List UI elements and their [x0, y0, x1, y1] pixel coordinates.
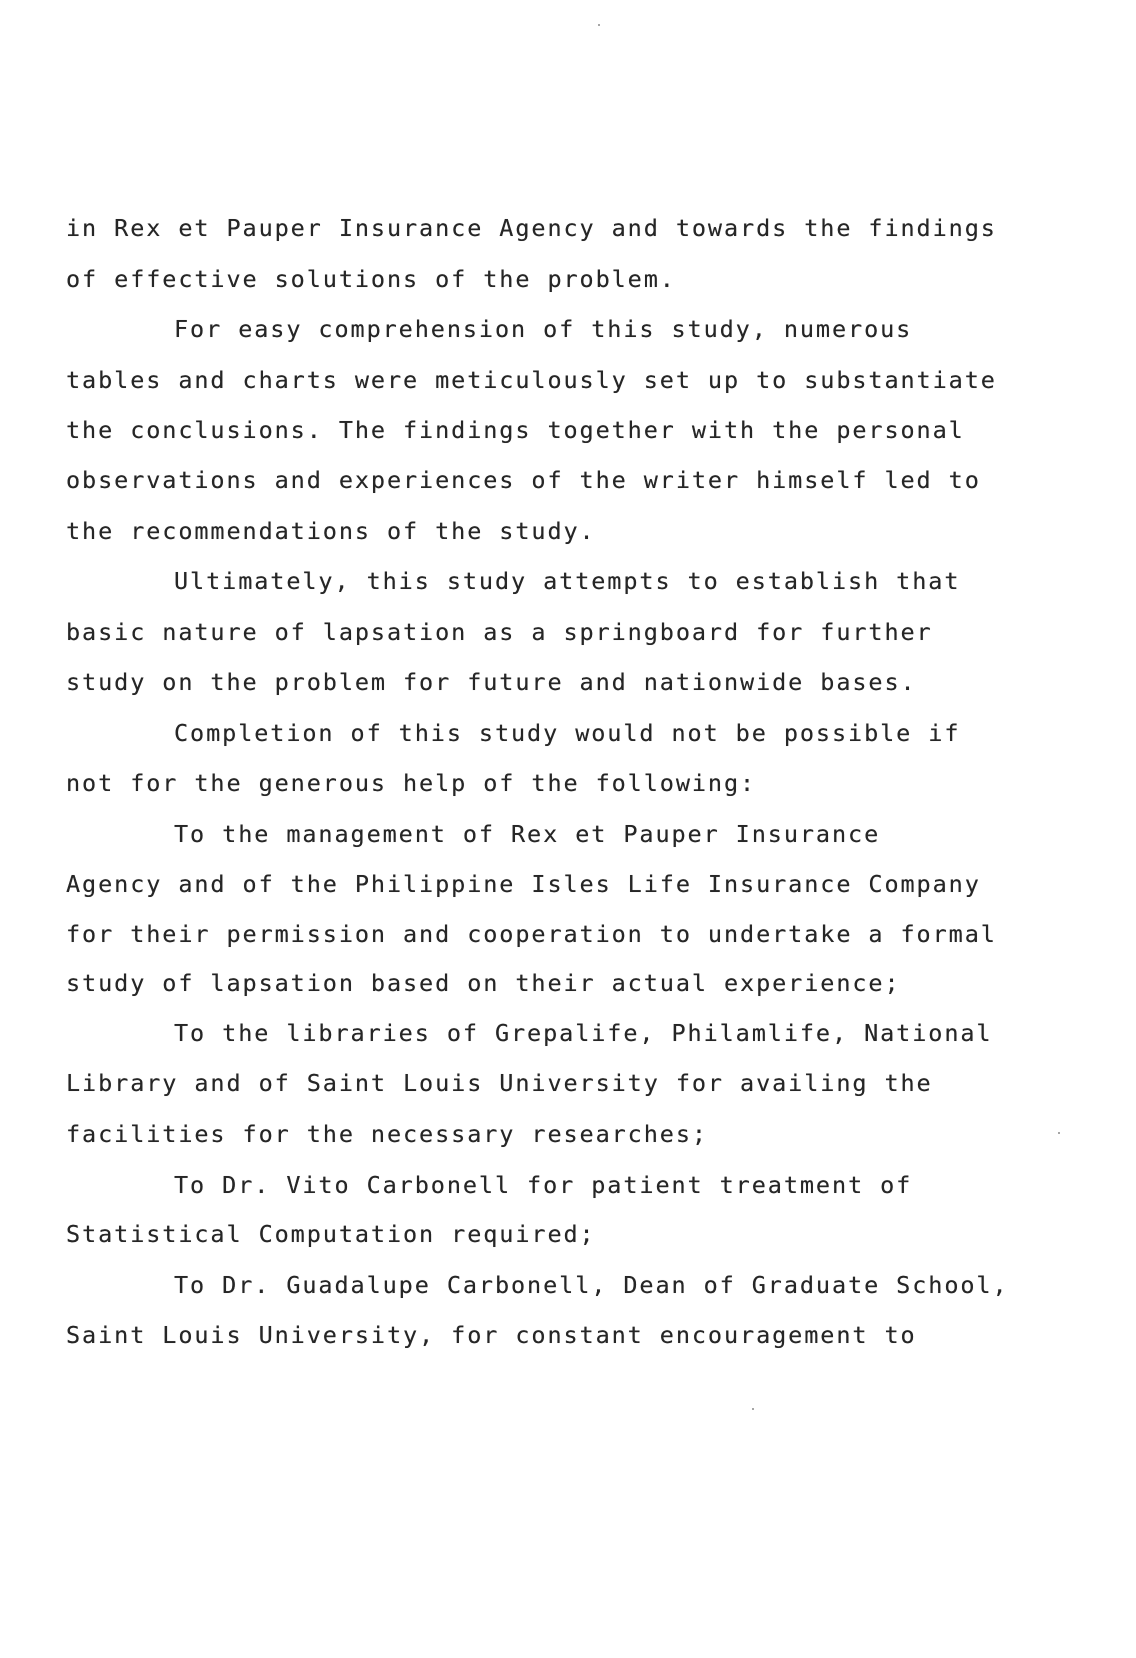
text-line: the conclusions. The findings together with the personal: [66, 416, 965, 444]
scan-speck: [752, 1408, 754, 1410]
text-line: tables and charts were meticulously set up to substantiate: [66, 366, 997, 394]
text-line: Saint Louis University, for constant encouragement to: [66, 1321, 917, 1349]
text-line: basic nature of lapsation as a springboard for further: [66, 618, 933, 646]
text-line: observations and experiences of the writer himself led to: [66, 466, 981, 494]
scan-speck: [598, 24, 600, 26]
text-line: Statistical Computation required;: [66, 1220, 596, 1248]
text-line: To the libraries of Grepalife, Philamlife, National: [174, 1019, 993, 1047]
text-line: Library and of Saint Louis University for availing the: [66, 1069, 933, 1097]
text-line: study of lapsation based on their actual experience;: [66, 969, 901, 997]
text-line: To Dr. Vito Carbonell for patient treatment of: [174, 1171, 913, 1199]
text-line: the recommendations of the study.: [66, 517, 596, 545]
text-line: Completion of this study would not be possible if: [174, 719, 961, 747]
text-line: To Dr. Guadalupe Carbonell, Dean of Graduate School,: [174, 1271, 1009, 1299]
text-line: study on the problem for future and nationwide bases.: [66, 668, 917, 696]
text-line: To the management of Rex et Pauper Insurance: [174, 820, 881, 848]
scan-speck: [1058, 1132, 1060, 1134]
text-line: in Rex et Pauper Insurance Agency and towards the findings: [66, 214, 997, 242]
text-line: for their permission and cooperation to undertake a formal: [66, 920, 997, 948]
text-line: Ultimately, this study attempts to establish that: [174, 567, 961, 595]
text-line: Agency and of the Philippine Isles Life Insurance Company: [66, 870, 981, 898]
text-line: For easy comprehension of this study, numerous: [174, 315, 913, 343]
text-line: facilities for the necessary researches;: [66, 1120, 708, 1148]
text-line: of effective solutions of the problem.: [66, 265, 676, 293]
text-line: not for the generous help of the following:: [66, 769, 757, 797]
